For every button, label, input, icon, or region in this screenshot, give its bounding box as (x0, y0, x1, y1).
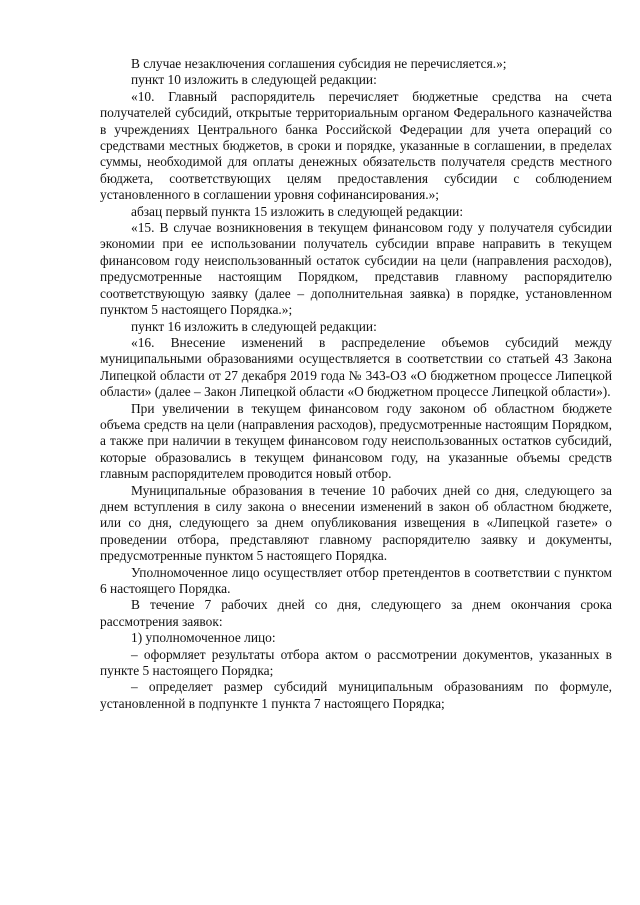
paragraph-item-10-intro: пункт 10 изложить в следующей редакции: (131, 72, 377, 88)
paragraph-new-selection: При увеличении в текущем финансовом году законом об областном бюджете объема средств на цели (направления расходов), предусмотренные настоящим Порядком, а также при наличии в текущем финансовом году неиспользованных остатков субсидий, которые образовались в текущем финансовом году, на указанные объемы средств главным распорядителем проводится новый отбор. (100, 400, 612, 482)
document-page (100, 56, 612, 712)
paragraph-authorized-person: 1) уполномоченное лицо: (131, 630, 276, 646)
paragraph-item-16-text: «16. Внесение изменений в распределение объемов субсидий между муниципальными образованиями осуществляется в соответствии со статьей 43 Закона Липецкой области от 27 декабря 2019 года № 343-ОЗ «О бюджетном процессе Липецкой области» (далее – Закон Липецкой области «О бюджетном процессе Липецкой области»). (100, 334, 612, 400)
paragraph-authorized-selection: Уполномоченное лицо осуществляет отбор претендентов в соответствии с пунктом 6 настоящего Порядка. (100, 564, 612, 596)
paragraph-item-10-text: «10. Главный распорядитель перечисляет бюджетные средства на счета получателей субсидий, открытые территориальным органом Федерального казначейства в учреждениях Центрального банка Российской Федерации для учета операций со средствами местных бюджетов, в сроки и порядке, указанные в соглашении, в пределах суммы, необходимой для оплаты денежных обязательств получателя средств местного бюджета, соответствующих целям предоставления субсидии с соблюдением установленного в соглашении уровня софинансирования.»; (100, 88, 612, 203)
paragraph-within-7-days: В течение 7 рабочих дней со дня, следующего за днем окончания срока рассмотрения заявок: (100, 597, 612, 629)
paragraph-item-15-intro: абзац первый пункта 15 изложить в следующей редакции: (131, 203, 464, 219)
paragraph-list-item-act: – оформляет результаты отбора актом о рассмотрении документов, указанных в пункте 5 настоящего Порядка; (100, 646, 612, 679)
paragraph-item-16-intro: пункт 16 изложить в следующей редакции: (131, 318, 377, 334)
paragraph-item-15-text: «15. В случае возникновения в текущем финансовом году у получателя субсидии экономии при ее использовании получатель субсидии вправе направить в текущем финансовом году неиспользованный остаток субсидии на цели (направления расходов), предусмотренные настоящим Порядком, представив главному распорядителю соответствующую заявку (далее – дополнительная заявка) в порядке, установленном пунктом 5 настоящего Порядка.»; (100, 220, 612, 318)
paragraph-list-item-formula: – определяет размер субсидий муниципальным образованиям по формуле, установленной в подпункте 1 пункта 7 настоящего Порядка; (100, 679, 612, 711)
paragraph-municipal-application: Муниципальные образования в течение 10 рабочих дней со дня, следующего за днем вступления в силу закона о внесении изменений в закон об областном бюджете, или со дня, следующего за днем опубликования извещения в «Липецкой газете» о проведении отбора, представляют главному распорядителю заявку и документы, предусмотренные пунктом 5 настоящего Порядка. (100, 482, 612, 564)
paragraph-subsidy-not-transferred: В случае незаключения соглашения субсидия не перечисляется.»; (131, 56, 507, 71)
